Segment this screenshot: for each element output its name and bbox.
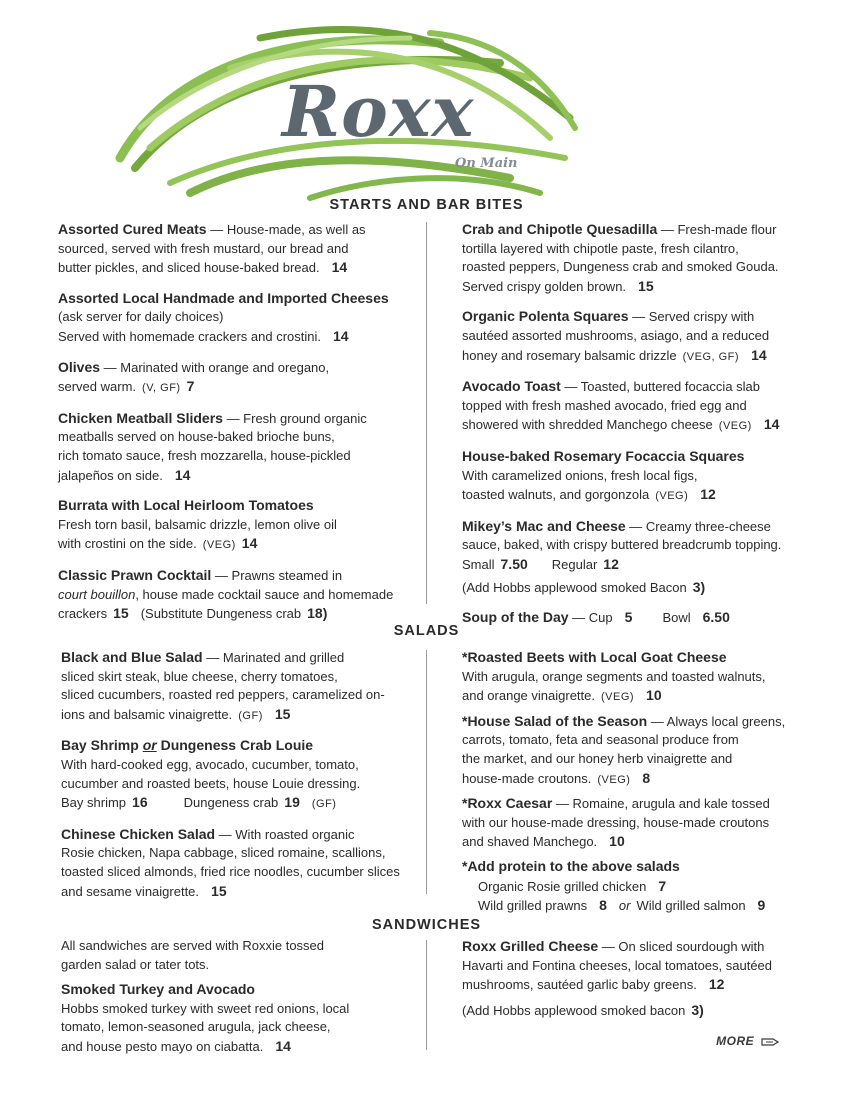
item-desc: — Served crispy with (628, 309, 755, 325)
diet-tag: (GF) (311, 798, 337, 811)
item-desc: carrots, tomato, feta and seasonal produce from (462, 732, 739, 748)
logo-name: Roxx (282, 70, 475, 153)
logo (110, 8, 580, 208)
item-desc: the market, and our honey herb vinaigrette and (462, 750, 733, 766)
item-desc: Served crispy golden brown. (462, 278, 627, 294)
item-desc: — House-made, as well as (206, 222, 366, 237)
item-title: Organic Polenta Squares (462, 308, 629, 325)
item-desc: butter pickles, and sliced house-baked bread. (58, 260, 320, 276)
item-title: Avocado Toast (462, 378, 561, 395)
item-title: Soup of the Day (462, 609, 569, 626)
item-desc: — Marinated with orange and oregano, (100, 359, 330, 375)
item-desc: (Add Hobbs applewood smoked Bacon (462, 579, 687, 595)
item-price: 14 (174, 466, 191, 483)
menu-item (61, 825, 421, 901)
item-desc: toasted walnuts, and gorgonzola (462, 487, 650, 503)
item-desc: Regular (551, 556, 598, 572)
item-desc: — Cup (568, 610, 613, 626)
item-desc: tomato, lemon-seasoned arugula, jack cheese, (61, 1019, 331, 1035)
item-price: 15 (274, 705, 291, 722)
item-desc: topped with fresh mashed avocado, fried egg and (462, 397, 747, 413)
item-desc: — Marinated and grilled (202, 650, 345, 665)
diet-tag: (V, GF) (142, 382, 181, 395)
more-label: MORE (716, 1034, 755, 1048)
starts-right-column (462, 220, 832, 628)
item-title: Burrata with Local Heirloom Tomatoes (58, 497, 314, 514)
item-desc: — Prawns steamed in (211, 567, 343, 583)
sandwiches-right-column (462, 937, 832, 1020)
item-desc: With arugula, orange segments and toasted walnuts, (462, 668, 766, 684)
item-price: 14 (751, 346, 767, 363)
item-price: 3) (692, 578, 706, 595)
item-desc: Dungeness crab (183, 795, 279, 811)
item-price: 14 (333, 327, 349, 344)
menu-item (58, 358, 418, 398)
item-desc: honey and rosemary balsamic drizzle (462, 347, 677, 363)
diet-tag: (VEG) (718, 420, 752, 433)
item-desc: — On sliced sourdough with (598, 939, 765, 954)
item-desc: rich tomato sauce, fresh mozzarella, house-pickled (58, 447, 351, 463)
item-desc: tortilla layered with chipotle paste, fresh cilantro, (462, 240, 739, 256)
item-price: 18) (307, 605, 328, 622)
item-desc: — Fresh-made flour (657, 222, 777, 237)
item-desc: garden salad or tater tots. (61, 956, 210, 972)
item-desc: Fresh torn basil, balsamic drizzle, lemon olive oil (58, 516, 337, 532)
item-desc: with crostini on the side. (58, 536, 197, 552)
item-title: *Roxx Caesar (462, 795, 553, 812)
item-price: 15 (638, 277, 654, 294)
item-title: Assorted Cured Meats (58, 221, 207, 237)
item-price: 7 (186, 378, 195, 395)
item-desc: meatballs served on house-baked brioche buns, (58, 429, 335, 445)
item-title: Assorted Local Handmade and Imported Cheeses (58, 289, 389, 306)
item-price: 7 (658, 877, 667, 894)
salads-right-column (462, 648, 832, 916)
item-price: 15 (113, 605, 129, 622)
item-desc: and orange vinaigrette. (462, 688, 595, 704)
item-title: Roxx Grilled Cheese (462, 938, 599, 954)
item-title: Chinese Chicken Salad (61, 825, 216, 842)
item-desc: Organic Rosie grilled chicken (478, 878, 647, 894)
item-title: *House Salad of the Season (462, 712, 648, 729)
item-desc: Havarti and Fontina cheeses, local tomatoes, sautéed (462, 957, 773, 973)
item-desc: Hobbs smoked turkey with sweet red onions, local (61, 1000, 350, 1016)
diet-tag: (VEG) (597, 773, 631, 786)
menu-item (462, 608, 832, 628)
menu-item (462, 307, 832, 366)
menu-item (58, 220, 418, 278)
item-desc: — Fresh ground organic (222, 410, 367, 426)
column-divider (426, 222, 427, 604)
item-desc: — Toasted, buttered focaccia slab (560, 379, 761, 395)
menu-item (462, 1001, 832, 1021)
item-price: 16 (132, 794, 148, 811)
item-desc: sliced skirt steak, blue cheese, cherry tomatoes, (61, 668, 338, 684)
item-desc: (ask server for daily choices) (58, 309, 224, 325)
diet-tag: (VEG) (600, 691, 635, 704)
menu-item (462, 517, 832, 597)
item-desc: With hard-cooked egg, avocado, cucumber, tomato, (61, 756, 359, 772)
item-price: 10 (609, 833, 625, 850)
item-title: House-baked Rosemary Focaccia Squares (462, 447, 745, 464)
column-divider (426, 650, 427, 894)
menu-item (58, 566, 418, 624)
diet-tag: (GF) (238, 709, 263, 722)
item-price: 8 (642, 769, 651, 786)
item-desc: — Creamy three-cheese (625, 518, 771, 534)
item-desc: served warm. (58, 379, 137, 395)
item-desc: mushrooms, sautéed garlic baby greens. (462, 977, 697, 993)
item-title: *Roasted Beets with Local Goat Cheese (462, 649, 727, 665)
item-price: 15 (211, 882, 227, 899)
logo-subtitle: On Main (455, 156, 518, 171)
item-price: 9 (757, 897, 766, 914)
item-desc: court bouillon (58, 586, 136, 602)
item-price: 14 (275, 1037, 291, 1054)
item-price: 8 (599, 897, 607, 914)
item-price: 12 (603, 555, 619, 572)
item-price: 14 (763, 416, 780, 433)
item-desc: sautéed assorted mushrooms, asiago, and a reduced (462, 327, 770, 343)
item-desc: — With roasted organic (215, 826, 355, 842)
item-desc: Bowl (662, 610, 691, 626)
item-price: 10 (646, 687, 662, 704)
diet-tag: (VEG) (202, 539, 236, 552)
item-desc: and house pesto mayo on ciabatta. (61, 1038, 264, 1054)
column-divider (426, 940, 427, 1050)
item-price: 6.50 (702, 609, 730, 626)
item-price: 7.50 (500, 555, 528, 572)
item-desc: toasted sliced almonds, fried rice noodles, cucumber slices (61, 863, 400, 879)
item-title: Mikey’s Mac and Cheese (462, 517, 626, 534)
starts-left-column (58, 220, 418, 624)
item-title: Smoked Turkey and Avocado (61, 981, 255, 998)
menu-item (462, 937, 832, 995)
item-title: Crab and Chipotle Quesadilla (462, 221, 658, 237)
menu-item (61, 648, 421, 725)
item-desc: jalapeños on side. (58, 467, 163, 483)
item-price: 12 (700, 486, 716, 503)
menu-item (462, 220, 832, 296)
item-desc: — Romaine, arugula and kale tossed (552, 796, 770, 812)
item-desc: with our house-made dressing, house-made croutons (462, 814, 770, 830)
item-desc: and shaved Manchego. (462, 834, 598, 850)
menu-item (58, 289, 418, 347)
item-price: 14 (331, 259, 348, 276)
item-desc: sauce, baked, with crispy buttered breadcrumb topping. (462, 537, 782, 553)
item-desc: sourced, served with fresh mustard, our bread and (58, 240, 349, 256)
item-price: 12 (708, 976, 725, 993)
item-desc: ions and balsamic vinaigrette. (61, 706, 233, 722)
item-desc: house-made croutons. (462, 770, 592, 786)
item-desc: crackers (58, 606, 108, 622)
menu-item (462, 648, 832, 707)
menu-item (462, 712, 832, 789)
item-desc: and sesame vinaigrette. (61, 883, 200, 899)
item-price: 3) (691, 1001, 704, 1018)
item-desc: or (618, 898, 631, 914)
item-desc: With caramelized onions, fresh local figs, (462, 467, 698, 483)
menu-item (61, 736, 421, 813)
menu-item (462, 857, 832, 916)
item-title: Classic Prawn Cocktail (58, 566, 212, 583)
item-desc: sliced cucumbers, roasted red peppers, caramelized on- (61, 687, 385, 703)
item-title: Bay Shrimp or Dungeness Crab Louie (61, 737, 314, 754)
item-price: 5 (624, 609, 633, 626)
item-title: *Add protein to the above salads (462, 857, 680, 874)
item-desc: (Substitute Dungeness crab (140, 606, 302, 622)
more-link[interactable] (716, 1034, 779, 1048)
item-desc: Wild grilled salmon (636, 898, 746, 914)
menu-item (462, 447, 832, 506)
menu-item (61, 980, 421, 1056)
item-desc: roasted peppers, Dungeness crab and smoked Gouda. (462, 259, 779, 275)
salads-left-column (61, 648, 421, 901)
item-desc: Bay shrimp (61, 795, 127, 811)
sandwiches-left-column (61, 937, 421, 1057)
item-title: Olives (58, 358, 101, 375)
item-desc: All sandwiches are served with Roxxie tossed (61, 938, 325, 953)
item-price: 14 (241, 535, 258, 552)
item-title: Chicken Meatball Sliders (58, 409, 223, 426)
item-desc: (Add Hobbs applewood smoked bacon (462, 1002, 686, 1018)
item-desc: showered with shredded Manchego cheese (462, 417, 713, 433)
menu-item (58, 409, 418, 485)
menu-item (58, 496, 418, 555)
item-desc: Small (462, 556, 495, 572)
sandwich-intro (61, 937, 421, 974)
item-title: Black and Blue Salad (61, 649, 203, 665)
item-price: 19 (284, 794, 300, 811)
section-starts: STARTS AND BAR BITES (329, 197, 524, 213)
item-desc: Rosie chicken, Napa cabbage, sliced romaine, scallions, (61, 845, 386, 861)
section-salads: SALADS (393, 623, 460, 639)
item-desc: , house made cocktail sauce and homemade (135, 586, 394, 602)
diet-tag: (VEG) (655, 490, 689, 503)
section-sandwiches: SANDWICHES (371, 917, 482, 933)
menu-item (462, 794, 832, 852)
item-desc: Served with homemade crackers and crostini. (58, 328, 322, 344)
item-desc: — Always local greens, (647, 713, 786, 729)
diet-tag: (VEG, GF) (682, 350, 740, 363)
menu-item (462, 377, 832, 436)
item-desc: cucumber and roasted beets, house Louie dressing. (61, 775, 361, 791)
item-desc: Wild grilled prawns (478, 898, 588, 914)
pointing-hand-icon (761, 1037, 779, 1047)
